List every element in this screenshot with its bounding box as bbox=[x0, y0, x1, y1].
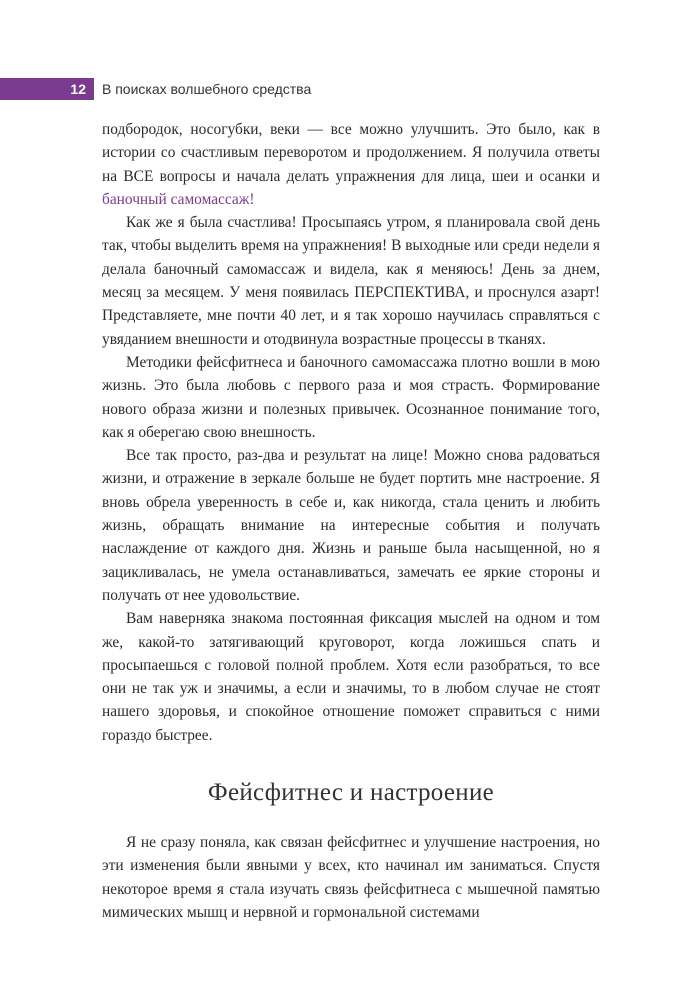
section-paragraph: Я не сразу поняла, как связан фейсфитнес и улучшение настроения, но эти изменения были явными у всех, кто начинал им заниматься. Спустя некоторое время я стала изучать связь фейсфитнеса с мышечной памятью мимических мышц и нервной и гормональной системами bbox=[102, 834, 600, 921]
section-title: Фейсфитнес и настроение bbox=[207, 779, 495, 807]
running-title: В поисках волшебного средства bbox=[102, 81, 312, 97]
paragraph-text: подбородок, носогубки, веки — все можно улучшить. Это было, как в истории со счастливым переворотом и продолжением. Я получила ответы на ВСЕ вопросы и начала делать упражнения для лица, шеи и осанки и bbox=[102, 121, 600, 185]
page-number: 12 bbox=[0, 78, 94, 100]
paragraph-continued bbox=[102, 118, 600, 211]
paragraph: Вам наверняка знакома постоянная фиксация мыслей на одном и том же, какой-то затягивающий круговорот, когда ложишься спать и просыпаешься с головой полной проблем. Хотя если разобраться, то все они не так уж и значимы, а если и значимы, то в любом случае не стоят нашего здоровья, и спокойное отношение поможет справиться с ними гораздо быстрее. bbox=[102, 610, 600, 744]
paragraph: Все так просто, раз-два и результат на лице! Можно снова радоваться жизни, и отражение в зеркале больше не будет портить мне настроение. Я вновь обрела уверенность в себе и, как никогда, стала ценить и любить жизнь, обращать внимание на интересные события и получать наслаждение от каждого дня. Жизнь и раньше была насыщенной, но я зацикливалась, не умела останавливаться, замечать ее яркие стороны и получать от нее удовольствие. bbox=[102, 447, 600, 604]
running-header bbox=[0, 78, 311, 100]
page-body bbox=[102, 118, 600, 924]
paragraph: Методики фейсфитнеса и баночного самомассажа плотно вошли в мою жизнь. Это была любовь с первого раза и моя страсть. Формирование нового образа жизни и полезных привычек. Осознанное понимание того, как я оберегаю свою внешность. bbox=[102, 353, 600, 441]
paragraph: Как же я была счастлива! Просыпаясь утром, я планировала свой день так, чтобы выделить время на упражнения! В выходные или среди недели я делала баночный самомассаж и видела, как я меняюсь! День за днем, месяц за месяцем. У меня появилась ПЕРСПЕКТИВА, и проснулся азарт! Представляете, мне почти 40 лет, и я так хорошо научилась справляться с увяданием внешности и отодвинула возрастные процессы в тканях. bbox=[102, 214, 600, 348]
cupping-massage-link[interactable]: баночный самомассаж! bbox=[102, 190, 255, 208]
